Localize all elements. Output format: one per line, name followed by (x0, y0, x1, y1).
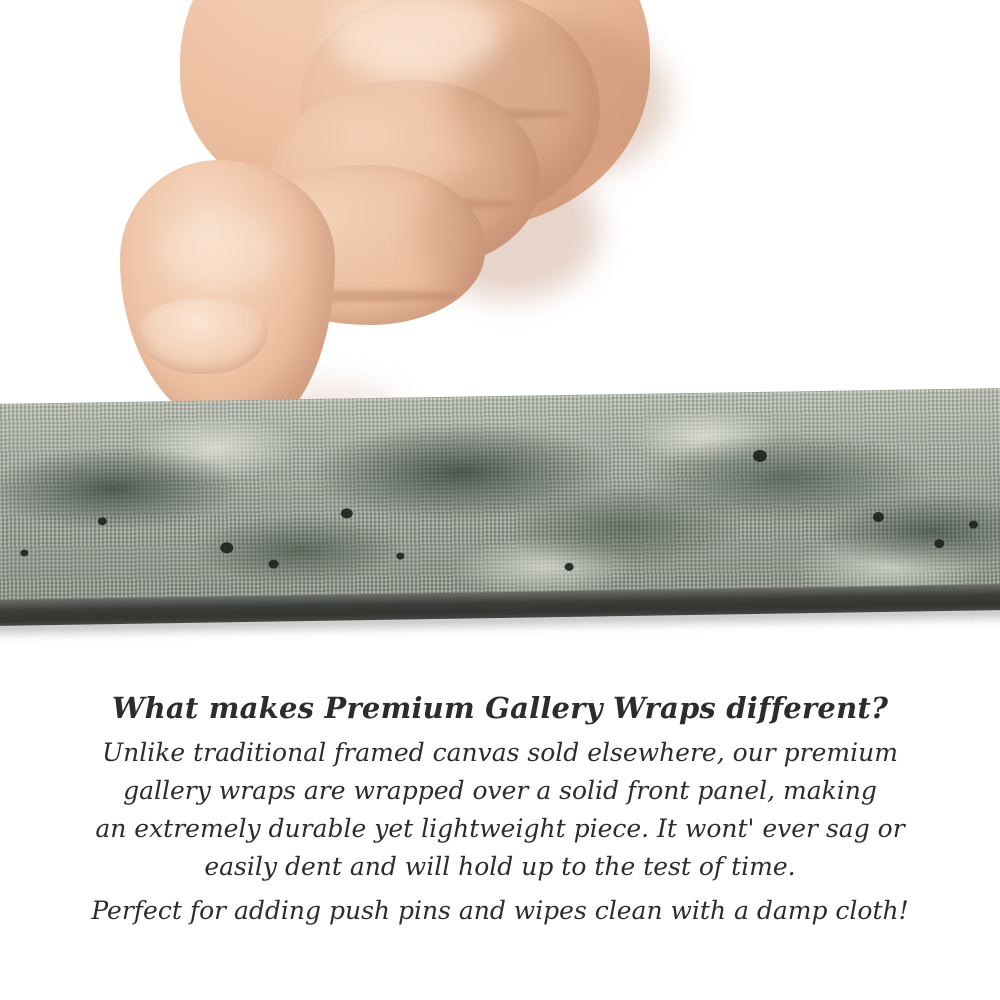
caption-block (0, 690, 1000, 930)
hand-shadow (420, 160, 600, 300)
canvas-speck (873, 512, 884, 522)
canvas-texture (0, 388, 1000, 619)
canvas-speck (98, 517, 107, 525)
canvas-speck (969, 520, 978, 528)
canvas-speck (565, 563, 574, 571)
caption-line-2: gallery wraps are wrapped over a solid front panel, making (123, 776, 877, 806)
canvas-speck (396, 553, 404, 560)
caption-heading: What makes Premium Gallery Wraps different? (111, 691, 889, 725)
caption-line-1: Unlike traditional framed canvas sold elsewhere, our premium (102, 738, 898, 768)
canvas-speck (934, 539, 944, 548)
canvas-edge-icon (0, 404, 1000, 634)
canvas-speck (20, 549, 28, 556)
caption-line-3: an extremely durable yet lightweight piece. It wont' ever sag or (95, 814, 905, 844)
hand-icon (120, 0, 680, 430)
caption-line-4: easily dent and will hold up to the test of time. (204, 852, 796, 882)
canvas-speck (341, 508, 353, 518)
caption-final-line: Perfect for adding push pins and wipes clean with a damp cloth! (91, 896, 909, 926)
hand-highlight (160, 210, 280, 290)
canvas-speck (268, 559, 278, 568)
canvas-speck (220, 542, 233, 553)
canvas-speck (753, 450, 767, 462)
